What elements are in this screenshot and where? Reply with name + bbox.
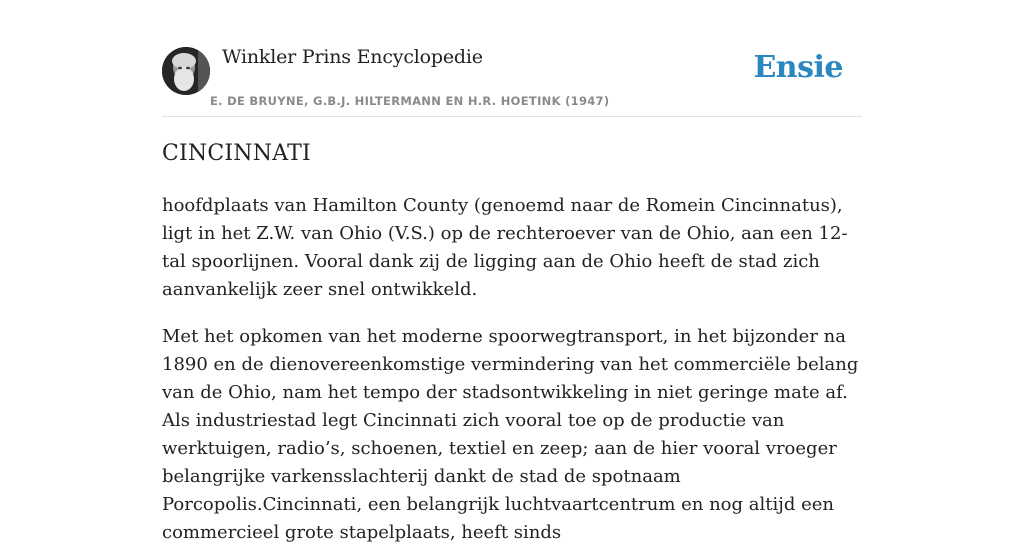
avatar[interactable] (162, 47, 210, 95)
article-title: CINCINNATI (162, 141, 311, 166)
author-portrait-icon (162, 47, 210, 95)
page-container (162, 0, 862, 543)
site-header (162, 0, 862, 117)
brand-logo[interactable]: Ensie (753, 50, 843, 85)
article-paragraph: Met het opkomen van het moderne spoorwegtransport, in het bijzonder na 1890 en de dienovereenkomstige vermindering van het commerciële belang van de Ohio, nam het tempo der stadsontwikkeling in niet geringe mate af. Als industriestad legt Cincinnati zich vooral toe op de productie van werktuigen, radio’s, schoenen, textiel en zeep; aan de hier vooral vroeger belangrijke varkensslachterij dankt de stad de spotnaam Porcopolis.Cincinnati, een belangrijk luchtvaartcentrum en nog altijd een commercieel grote stapelplaats, heeft sinds (162, 326, 859, 543)
publication-authors: E. DE BRUYNE, G.B.J. HILTERMANN EN H.R. HOETINK (1947) (210, 94, 610, 108)
publication-title[interactable]: Winkler Prins Encyclopedie (222, 46, 483, 68)
article-paragraph: hoofdplaats van Hamilton County (genoemd naar de Romein Cincinnatus), ligt in het Z.W. van Ohio (V.S.) op de rechteroever van de Ohio, aan een 12-tal spoorlijnen. Vooral dank zij de ligging aan de Ohio heeft de stad zich aanvankelijk zeer snel ontwikkeld. (162, 195, 848, 300)
